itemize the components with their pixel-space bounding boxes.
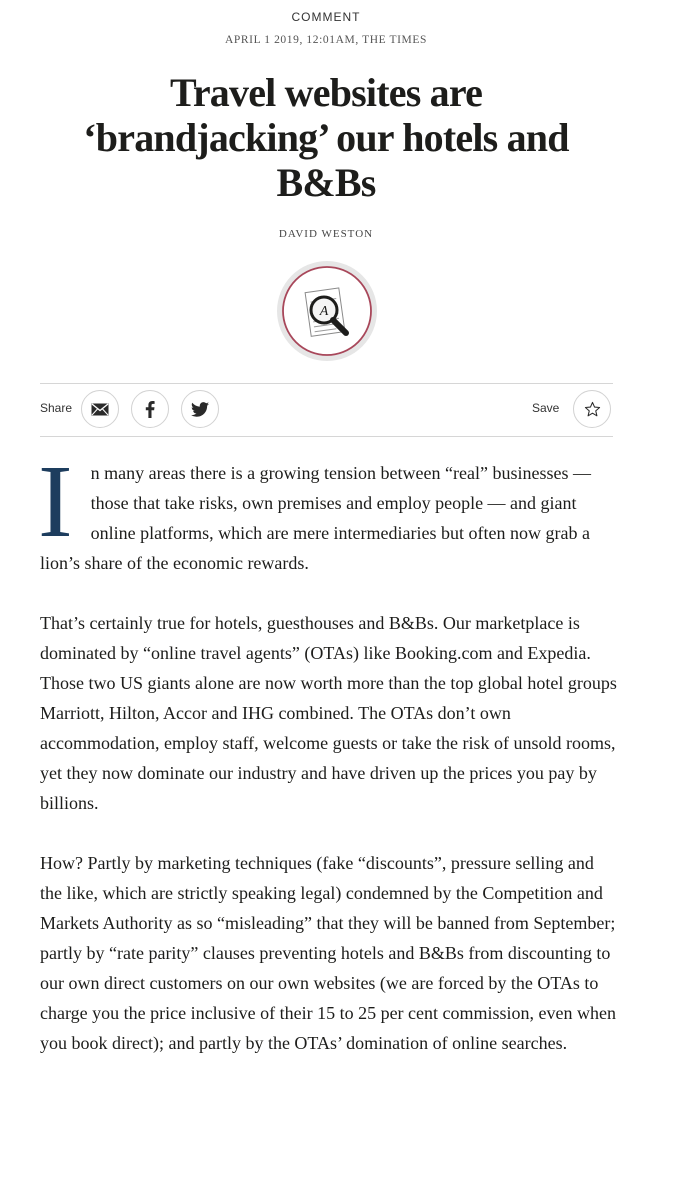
share-twitter-button[interactable] xyxy=(181,390,219,428)
article-paragraph-2: That’s certainly true for hotels, guesthouses and B&Bs. Our marketplace is dominated by “online travel agents” (OTAs) like Booking.com and Expedia. Those two US giants alone are now worth more than the top global hotel groups Marriott, Hilton, Accor and IHG combined. The OTAs don’t own accommodation, employ staff, welcome guests or take the risk of unsold rooms, yet they now dominate our industry and have driven up the prices you pay by billions. xyxy=(40,613,617,813)
article-paragraph-1 xyxy=(38,444,620,578)
save-label: Save xyxy=(532,401,560,415)
magnifier-icon xyxy=(276,260,378,362)
envelope-icon xyxy=(91,403,109,416)
article-headline: Travel websites are ‘brandjacking’ our hotels and B&Bs xyxy=(83,70,569,205)
share-facebook-button[interactable] xyxy=(131,390,169,428)
star-icon xyxy=(584,401,601,418)
author-avatar xyxy=(276,260,378,362)
article-dateline: APRIL 1 2019, 12:01AM, THE TIMES xyxy=(224,34,428,46)
twitter-icon xyxy=(191,402,209,417)
facebook-icon xyxy=(145,401,155,418)
section-label[interactable]: COMMENT xyxy=(291,10,361,24)
share-email-button[interactable] xyxy=(81,390,119,428)
drop-cap: I xyxy=(38,444,73,559)
author-byline[interactable]: DAVID WESTON xyxy=(278,228,374,240)
svg-text:A: A xyxy=(319,304,329,319)
article-body xyxy=(38,444,620,1088)
share-label: Share xyxy=(40,401,73,415)
article-paragraph-3: How? Partly by marketing techniques (fake “discounts”, pressure selling and the like, which are strictly speaking legal) condemned by the Competition and Markets Authority as so “misleading” that they will be banned from September; partly by “rate parity” clauses preventing hotels and B&Bs from discounting to our own direct customers on our own websites (we are forced by the OTAs to charge you the price inclusive of their 15 to 25 per cent commission, even when you book direct); and partly by the OTAs’ domination of online searches. xyxy=(40,853,616,1053)
paragraph-1-text: n many areas there is a growing tension between “real” businesses — those that take risks, own premises and employ people — and giant online platforms, which are mere intermediaries but often now grab a lion’s share of the economic rewards. xyxy=(40,463,591,573)
share-bar xyxy=(40,383,613,437)
save-article-button[interactable] xyxy=(573,390,611,428)
